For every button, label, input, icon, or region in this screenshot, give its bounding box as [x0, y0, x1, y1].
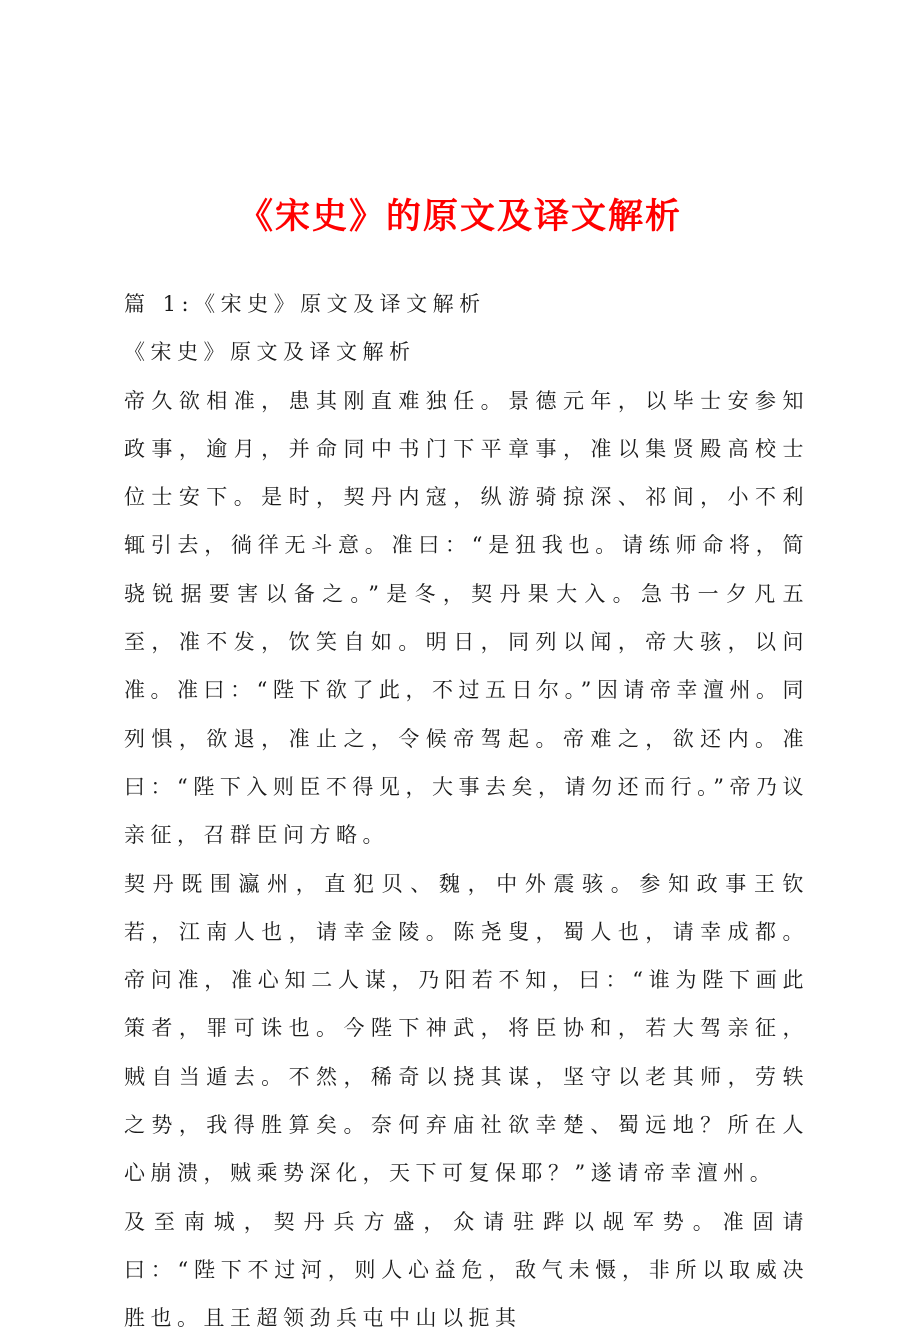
section-heading: 篇 1:《宋史》原文及译文解析 — [124, 292, 486, 316]
subheading: 《宋史》原文及译文解析 — [124, 340, 416, 365]
document-body — [124, 280, 809, 1343]
document-title: 《宋史》的原文及译文解析 — [237, 196, 682, 237]
paragraph-3: 及至南城，契丹兵方盛，众请驻跸以觇军势。准固请曰：“陛下不过河，则人心益危，敌气未慑，非所以取威决胜也。且王超领劲兵屯中山以扼其 — [124, 1209, 809, 1331]
paragraph-1: 帝久欲相准，患其刚直难独任。景德元年，以毕士安参知政事，逾月，并命同中书门下平章事，准以集贤殿高校士位士安下。是时，契丹内寇，纵游骑掠深、祁间，小不利辄引去，徜徉无斗意。准曰：“是狃我也。请练师命将，简骁锐据要害以备之。”是冬，契丹果大入。急书一夕凡五至，准不发，饮笑自如。明日，同列以闻，帝大骇，以问准。准曰：“陛下欲了此，不过五日尔。”因请帝幸澶州。同列惧，欲退，准止之，令候帝驾起。帝难之，欲还内。准曰：“陛下入则臣不得见，大事去矣，请勿还而行。”帝乃议亲征，召群臣问方略。 — [124, 388, 809, 848]
paragraph-2: 契丹既围瀛州，直犯贝、魏，中外震骇。参知政事王钦若，江南人也，请幸金陵。陈尧叟，蜀人也，请幸成都。帝问准，准心知二人谋，乃阳若不知，曰：“谁为陛下画此策者，罪可诛也。今陛下神武，将臣协和，若大驾亲征，贼自当遁去。不然，稀奇以挠其谋，坚守以老其师，劳轶之势，我得胜算矣。奈何弃庙社欲幸楚、蜀远地？所在人心崩溃，贼乘势深化，天下可复保耶？”遂请帝幸澶州。 — [124, 871, 809, 1186]
